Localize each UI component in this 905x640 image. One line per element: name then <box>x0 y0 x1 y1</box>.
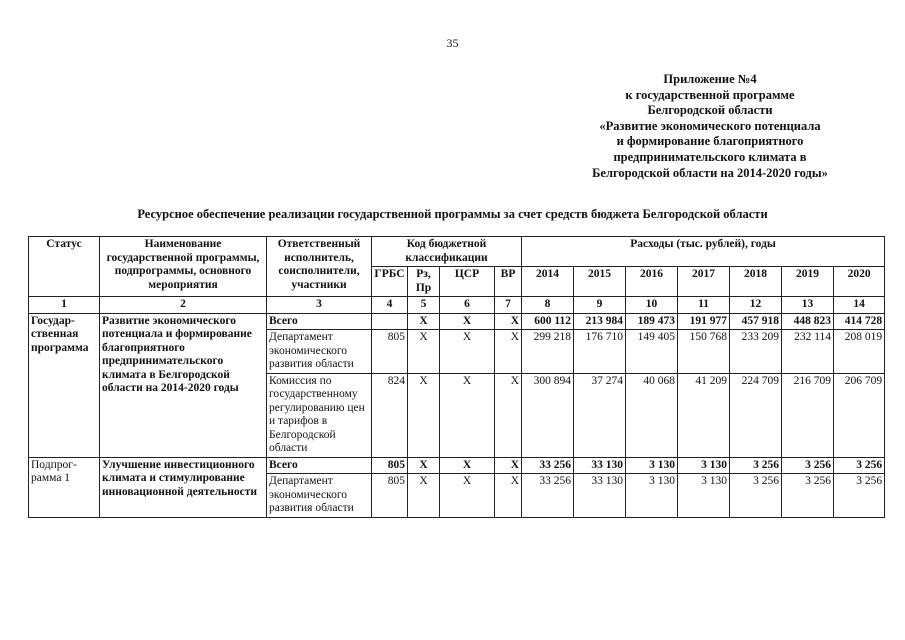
value-cell: 40 068 <box>626 373 678 457</box>
value-cell: 206 709 <box>834 373 885 457</box>
executor-cell: Всего <box>267 457 372 474</box>
header-row <box>29 237 885 267</box>
header-name: Наименование государственной программы, подпрограммы, основного мероприятия <box>100 237 267 297</box>
value-cell: 191 977 <box>678 313 730 330</box>
page-number: 35 <box>446 36 459 50</box>
header-year: 2015 <box>574 267 626 297</box>
subprogram-status: Подпрог-рамма 1 <box>29 457 100 517</box>
header-year: 2016 <box>626 267 678 297</box>
value-cell: 600 112 <box>522 313 574 330</box>
column-number-row <box>29 297 885 314</box>
column-number: 13 <box>782 297 834 314</box>
value-cell: 33 130 <box>574 457 626 474</box>
value-cell: 3 256 <box>834 457 885 474</box>
column-number: 12 <box>730 297 782 314</box>
header-budget-code: Код бюджетной классификации <box>372 237 522 267</box>
value-cell: 3 256 <box>730 474 782 518</box>
executor-cell: Департамент экономического развития области <box>267 474 372 518</box>
rz-cell: X <box>408 373 440 457</box>
header-year: 2014 <box>522 267 574 297</box>
header-executor: Ответственный исполнитель, соисполнители, участники <box>267 237 372 297</box>
rz-cell: X <box>408 313 440 330</box>
executor-cell: Комиссия по государственному регулированию цен и тарифов в Белгородской области <box>267 373 372 457</box>
grbs-cell: 805 <box>372 457 408 474</box>
value-cell: 216 709 <box>782 373 834 457</box>
header-rzpr: Рз, Пр <box>408 267 440 297</box>
value-cell: 176 710 <box>574 330 626 374</box>
column-number: 5 <box>408 297 440 314</box>
appendix-line: и формирование благоприятного <box>616 134 804 149</box>
table-row <box>29 457 885 474</box>
csr-cell: X <box>440 313 495 330</box>
grbs-cell: 824 <box>372 373 408 457</box>
grbs-cell: 805 <box>372 330 408 374</box>
header-year: 2018 <box>730 267 782 297</box>
value-cell: 448 823 <box>782 313 834 330</box>
csr-cell: X <box>440 373 495 457</box>
header-expenses: Расходы (тыс. рублей), годы <box>522 237 885 267</box>
header-vr: ВР <box>495 267 522 297</box>
grbs-cell <box>372 313 408 330</box>
column-number: 3 <box>267 297 372 314</box>
column-number: 7 <box>495 297 522 314</box>
column-number: 8 <box>522 297 574 314</box>
executor-cell: Всего <box>267 313 372 330</box>
header-year: 2020 <box>834 267 885 297</box>
value-cell: 232 114 <box>782 330 834 374</box>
value-cell: 224 709 <box>730 373 782 457</box>
value-cell: 3 130 <box>678 457 730 474</box>
column-number: 1 <box>29 297 100 314</box>
value-cell: 300 894 <box>522 373 574 457</box>
grbs-cell: 805 <box>372 474 408 518</box>
vr-cell: X <box>495 313 522 330</box>
rz-cell: X <box>408 330 440 374</box>
value-cell: 3 130 <box>626 457 678 474</box>
appendix-line: Приложение №4 <box>663 72 757 86</box>
vr-cell: X <box>495 373 522 457</box>
appendix-line: к государственной программе <box>625 87 795 102</box>
appendix-line: Белгородской области <box>647 103 773 118</box>
appendix-line: «Развитие экономического потенциала <box>599 118 821 133</box>
value-cell: 213 984 <box>574 313 626 330</box>
column-number: 11 <box>678 297 730 314</box>
vr-cell: X <box>495 474 522 518</box>
header-year: 2017 <box>678 267 730 297</box>
value-cell: 3 130 <box>626 474 678 518</box>
table-row <box>29 313 885 330</box>
header-grbs: ГРБС <box>372 267 408 297</box>
rz-cell: X <box>408 457 440 474</box>
column-number: 9 <box>574 297 626 314</box>
vr-cell: X <box>495 457 522 474</box>
header-csr: ЦСР <box>440 267 495 297</box>
value-cell: 414 728 <box>834 313 885 330</box>
value-cell: 33 256 <box>522 457 574 474</box>
value-cell: 3 256 <box>782 457 834 474</box>
csr-cell: X <box>440 330 495 374</box>
resource-table <box>28 236 885 518</box>
column-number: 2 <box>100 297 267 314</box>
value-cell: 299 218 <box>522 330 574 374</box>
program-name: Развитие экономического потенциала и формирование благоприятного предпринимательского климата в Белгородской области на 2014-2020 годы <box>100 313 267 457</box>
value-cell: 3 130 <box>678 474 730 518</box>
value-cell: 3 256 <box>730 457 782 474</box>
appendix-line: предпринимательского климата в <box>613 149 807 164</box>
vr-cell: X <box>495 330 522 374</box>
rz-cell: X <box>408 474 440 518</box>
value-cell: 3 256 <box>834 474 885 518</box>
value-cell: 37 274 <box>574 373 626 457</box>
program-status: Государ-ственная программа <box>29 313 100 457</box>
value-cell: 33 130 <box>574 474 626 518</box>
column-number: 6 <box>440 297 495 314</box>
header-year: 2019 <box>782 267 834 297</box>
value-cell: 33 256 <box>522 474 574 518</box>
subprogram-name: Улучшение инвестиционного климата и стимулирование инновационной деятельности <box>100 457 267 517</box>
document-title: Ресурсное обеспечение реализации государственной программы за счет средств бюджета Белгородской области <box>137 207 768 221</box>
csr-cell: X <box>440 474 495 518</box>
csr-cell: X <box>440 457 495 474</box>
value-cell: 41 209 <box>678 373 730 457</box>
column-number: 4 <box>372 297 408 314</box>
value-cell: 189 473 <box>626 313 678 330</box>
appendix-block <box>555 72 865 181</box>
appendix-line: Белгородской области на 2014-2020 годы» <box>592 165 828 180</box>
value-cell: 233 209 <box>730 330 782 374</box>
value-cell: 208 019 <box>834 330 885 374</box>
value-cell: 150 768 <box>678 330 730 374</box>
executor-cell: Департамент экономического развития области <box>267 330 372 374</box>
column-number: 14 <box>834 297 885 314</box>
value-cell: 149 405 <box>626 330 678 374</box>
value-cell: 3 256 <box>782 474 834 518</box>
column-number: 10 <box>626 297 678 314</box>
header-status: Статус <box>29 237 100 297</box>
value-cell: 457 918 <box>730 313 782 330</box>
